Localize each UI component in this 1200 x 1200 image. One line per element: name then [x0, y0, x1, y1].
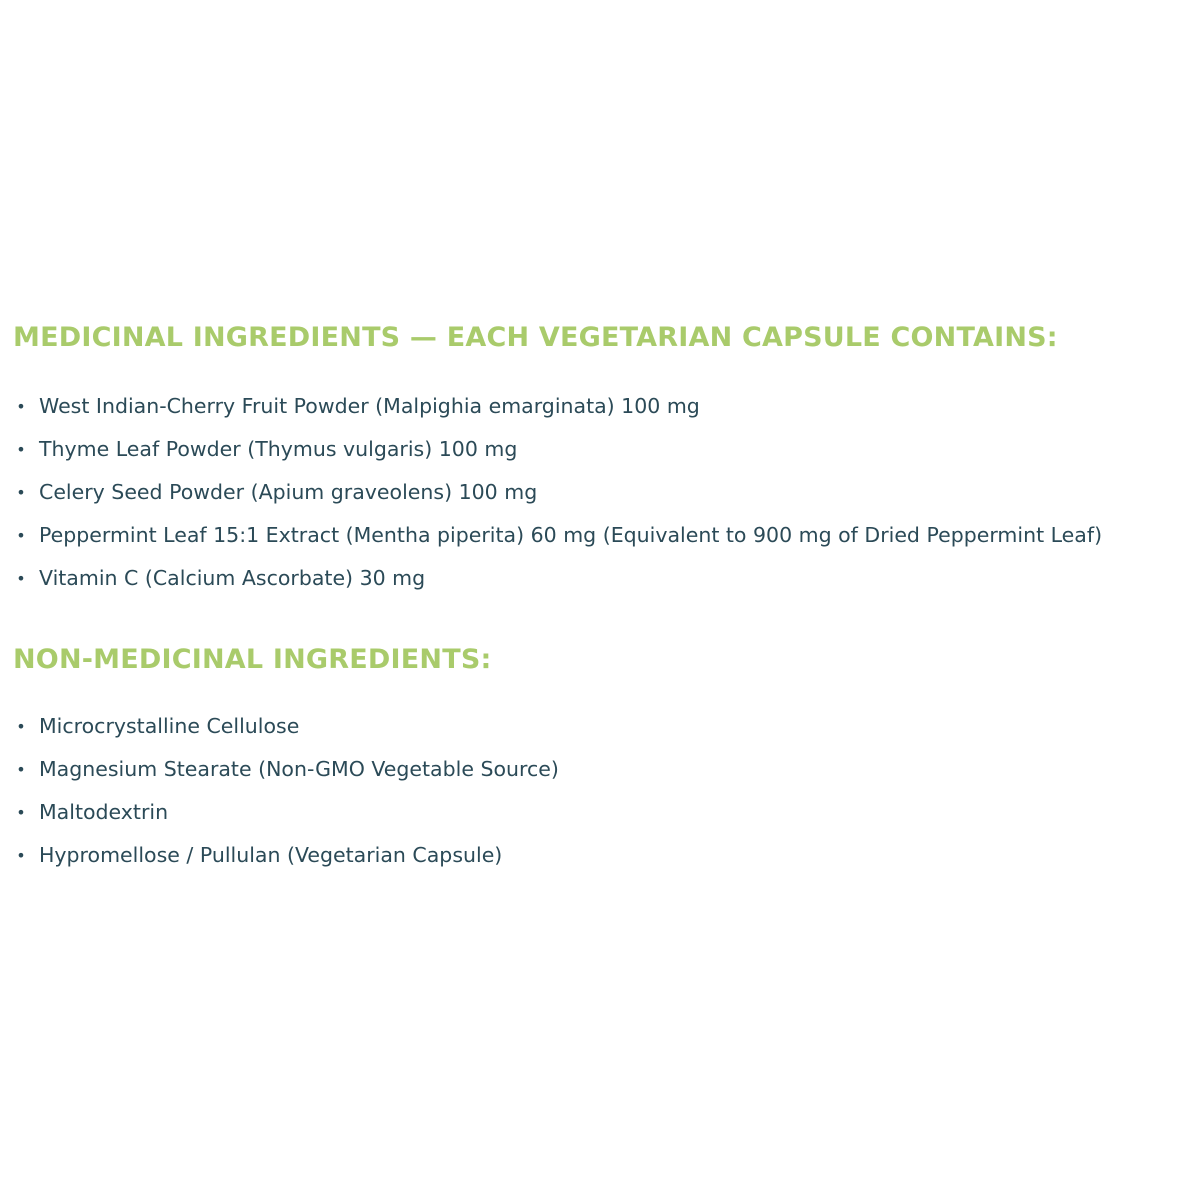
ingredient-text: Hypromellose / Pullulan (Vegetarian Capsule)	[39, 843, 503, 867]
bullet-icon: •	[16, 846, 26, 865]
ingredient-text: Thyme Leaf Powder (Thymus vulgaris) 100 mg	[39, 437, 518, 461]
ingredient-text: Maltodextrin	[39, 800, 169, 824]
non-medicinal-ingredients-heading: NON-MEDICINAL INGREDIENTS:	[13, 644, 492, 675]
bullet-icon: •	[16, 717, 26, 736]
bullet-icon: •	[16, 397, 26, 416]
list-item	[13, 791, 1198, 834]
medicinal-ingredients-heading: MEDICINAL INGREDIENTS — EACH VEGETARIAN CAPSULE CONTAINS:	[13, 322, 1058, 353]
list-item	[13, 748, 1198, 791]
bullet-icon: •	[16, 760, 26, 779]
ingredient-text: Celery Seed Powder (Apium graveolens) 100 mg	[39, 480, 538, 504]
non-medicinal-ingredients-list	[13, 705, 1198, 877]
list-item	[13, 834, 1198, 877]
bullet-icon: •	[16, 569, 26, 588]
ingredient-text: West Indian-Cherry Fruit Powder (Malpighia emarginata) 100 mg	[39, 394, 700, 418]
list-item	[13, 385, 1198, 428]
list-item	[13, 514, 1198, 557]
ingredients-panel	[13, 318, 1198, 877]
ingredient-text: Peppermint Leaf 15:1 Extract (Mentha piperita) 60 mg (Equivalent to 900 mg of Dried Peppermint Leaf)	[39, 523, 1103, 547]
section-divider-space	[13, 600, 1198, 640]
list-item	[13, 428, 1198, 471]
ingredient-text: Magnesium Stearate (Non-GMO Vegetable Source)	[39, 757, 559, 781]
ingredient-text: Microcrystalline Cellulose	[39, 714, 300, 738]
bullet-icon: •	[16, 440, 26, 459]
list-item	[13, 557, 1198, 600]
list-item	[13, 471, 1198, 514]
medicinal-ingredients-list	[13, 385, 1198, 600]
bullet-icon: •	[16, 803, 26, 822]
bullet-icon: •	[16, 483, 26, 502]
list-item	[13, 705, 1198, 748]
ingredient-text: Vitamin C (Calcium Ascorbate) 30 mg	[39, 566, 426, 590]
bullet-icon: •	[16, 526, 26, 545]
